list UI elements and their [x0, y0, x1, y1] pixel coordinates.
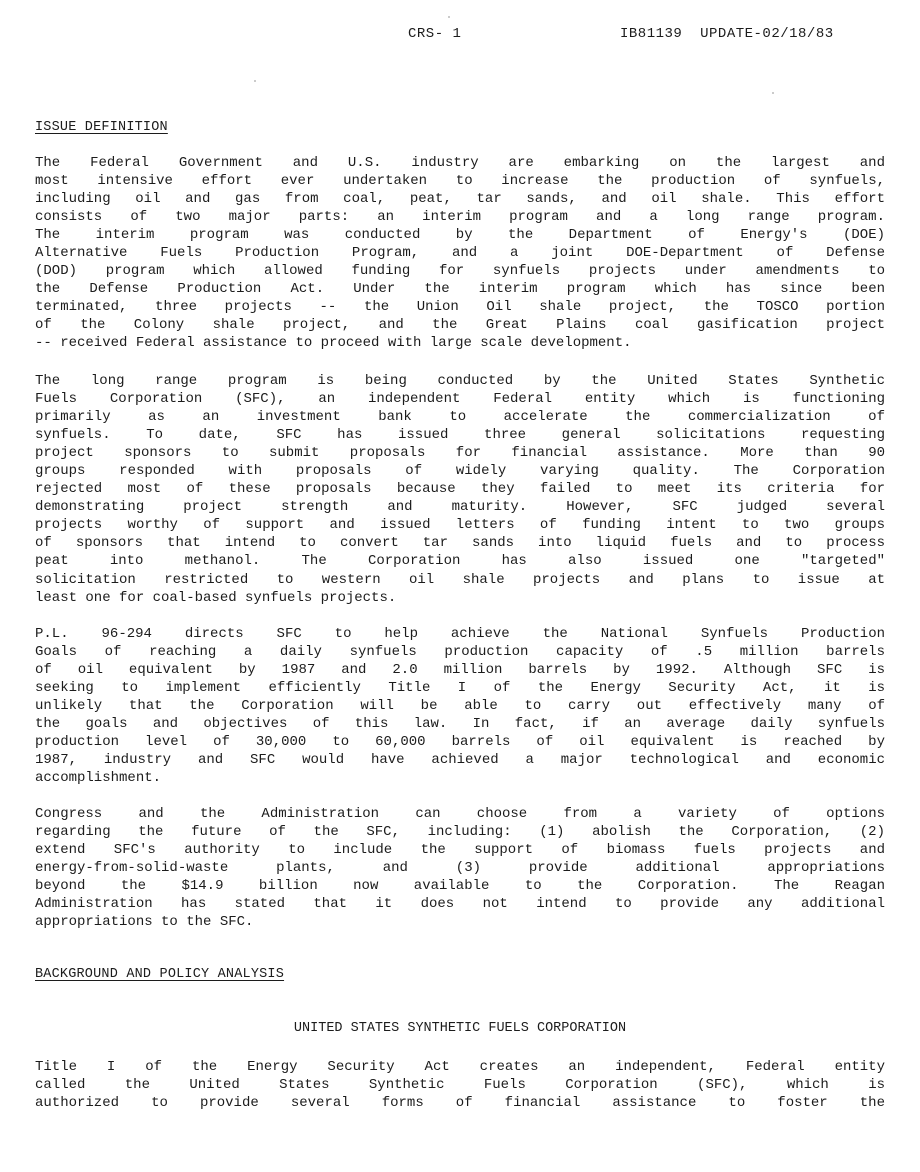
text-line: Fuels Corporation (SFC), an independent Federal entity which is functioning: [35, 391, 885, 408]
scan-speck: [772, 92, 774, 94]
text-line: production level of 30,000 to 60,000 barrels of oil equivalent is reached by: [35, 734, 885, 751]
section-heading-issue-definition: ISSUE DEFINITION: [35, 120, 168, 135]
text-line: project sponsors to submit proposals for financial assistance. More than 90: [35, 445, 885, 462]
text-line: The interim program was conducted by the Department of Energy's (DOE): [35, 227, 885, 244]
text-line: seeking to implement efficiently Title I of the Energy Security Act, it is: [35, 680, 885, 697]
scan-speck: [254, 80, 256, 82]
paragraph-3: [35, 625, 885, 787]
text-line: of sponsors that intend to convert tar sands into liquid fuels and to process: [35, 535, 885, 552]
paragraph-1: [35, 154, 885, 353]
text-line: rejected most of these proposals because they failed to meet its criteria for: [35, 481, 885, 498]
paragraph-5: [35, 1058, 885, 1112]
text-line: extend SFC's authority to include the support of biomass fuels projects and: [35, 842, 885, 859]
text-line: projects worthy of support and issued letters of funding intent to two groups: [35, 517, 885, 534]
text-line: of the Colony shale project, and the Great Plains coal gasification project: [35, 317, 885, 334]
text-line: terminated, three projects -- the Union Oil shale project, the TOSCO portion: [35, 299, 885, 316]
text-line: demonstrating project strength and maturity. However, SFC judged several: [35, 499, 885, 516]
text-line: P.L. 96-294 directs SFC to help achieve the National Synfuels Production: [35, 626, 885, 642]
text-line: peat into methanol. The Corporation has also issued one "targeted": [35, 553, 885, 570]
text-line: primarily as an investment bank to accelerate the commercialization of: [35, 409, 885, 426]
text-line: synfuels. To date, SFC has issued three general solicitations requesting: [35, 427, 885, 444]
text-line: solicitation restricted to western oil shale projects and plans to issue at: [35, 571, 885, 588]
text-line: called the United States Synthetic Fuels Corporation (SFC), which is: [35, 1077, 885, 1094]
text-line: beyond the $14.9 billion now available to the Corporation. The Reagan: [35, 878, 885, 895]
text-line: Goals of reaching a daily synfuels production capacity of .5 million barrels: [35, 644, 885, 661]
text-line: 1987, industry and SFC would have achieved a major technological and economic: [35, 752, 885, 769]
text-line: the Defense Production Act. Under the interim program which has since been: [35, 281, 885, 298]
text-line: Alternative Fuels Production Program, and a joint DOE-Department of Defense: [35, 245, 885, 262]
text-line: groups responded with proposals of widely varying quality. The Corporation: [35, 463, 885, 480]
section-heading-background: BACKGROUND AND POLICY ANALYSIS: [35, 967, 285, 982]
paragraph-2: [35, 372, 885, 607]
text-line: of oil equivalent by 1987 and 2.0 million barrels by 1992. Although SFC is: [35, 662, 885, 679]
text-line: Administration has stated that it does not intend to provide any additional: [35, 896, 885, 913]
text-line: least one for coal-based synfuels projects.: [35, 589, 397, 606]
text-line: Title I of the Energy Security Act creates an independent, Federal entity: [35, 1059, 885, 1075]
text-line: authorized to provide several forms of financial assistance to foster the: [35, 1095, 885, 1112]
text-line: Congress and the Administration can choose from a variety of options: [35, 806, 885, 822]
paragraph-4: [35, 805, 885, 931]
text-line: most intensive effort ever undertaken to increase the production of synfuels,: [35, 173, 885, 190]
document-id: IB81139 UPDATE-02/18/83: [620, 26, 834, 42]
text-line: energy-from-solid-waste plants, and (3) provide additional appropriations: [35, 860, 885, 877]
text-line: The Federal Government and U.S. industry are embarking on the largest and: [35, 155, 885, 171]
text-line: consists of two major parts: an interim program and a long range program.: [35, 209, 885, 226]
text-line: The long range program is being conducted by the United States Synthetic: [35, 373, 885, 389]
text-line: regarding the future of the SFC, including: (1) abolish the Corporation, (2): [35, 824, 885, 841]
text-line: unlikely that the Corporation will be able to carry out effectively many of: [35, 698, 885, 715]
page-number: CRS- 1: [408, 26, 462, 42]
text-line: (DOD) program which allowed funding for synfuels projects under amendments to: [35, 263, 885, 280]
text-line: including oil and gas from coal, peat, tar sands, and oil shale. This effort: [35, 191, 885, 208]
text-line: appropriations to the SFC.: [35, 914, 254, 931]
text-line: accomplishment.: [35, 770, 162, 787]
text-line: the goals and objectives of this law. In fact, if an average daily synfuels: [35, 716, 885, 733]
text-line: -- received Federal assistance to proceed with large scale development.: [35, 335, 632, 352]
scan-speck: [448, 16, 450, 18]
subsection-title: UNITED STATES SYNTHETIC FUELS CORPORATION: [293, 1021, 627, 1036]
